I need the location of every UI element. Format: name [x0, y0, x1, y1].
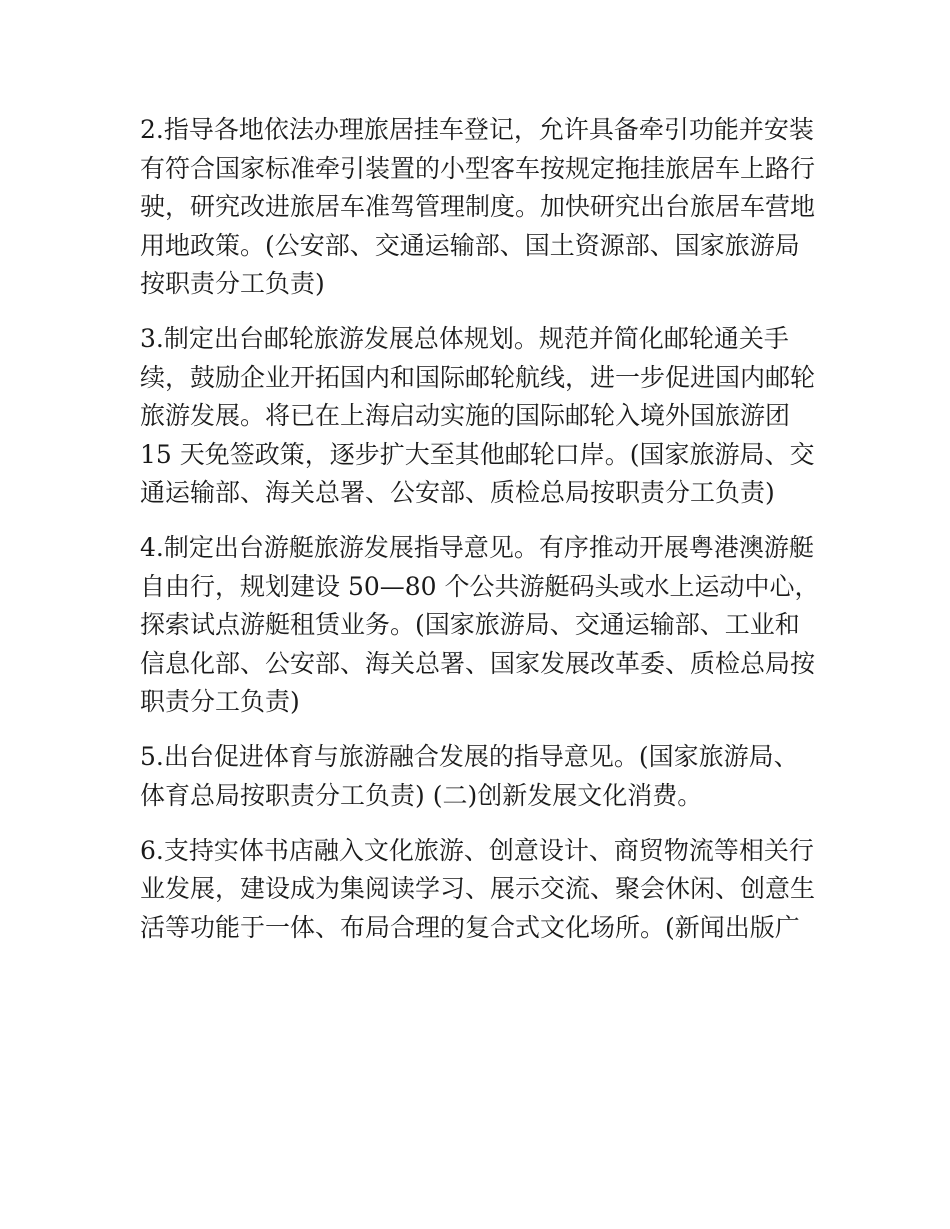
text-line: 职责分工负责) [140, 687, 300, 716]
text-line: 活等功能于一体、布局合理的复合式文化场所。(新闻出版广 [140, 912, 800, 942]
paragraph-item-4 [140, 529, 820, 722]
text-line: 驶，研究改进旅居车准驾管理制度。加快研究出台旅居车营地 [140, 192, 816, 221]
paragraph-item-6 [140, 832, 820, 948]
paragraph-item-3 [140, 320, 820, 513]
text-line: 信息化部、公安部、海关总署、国家发展改革委、质检总局按 [140, 648, 816, 678]
text-line: 2.指导各地依法办理旅居挂车登记，允许具备牵引功能并安装 [140, 115, 814, 144]
text-line: 探索试点游艇租赁业务。(国家旅游局、交通运输部、工业和 [140, 610, 800, 639]
text-line: 15 天免签政策，逐步扩大至其他邮轮口岸。(国家旅游局、交 [140, 439, 815, 469]
text-line: 旅游发展。将已在上海启动实施的国际邮轮入境外国旅游团 [140, 401, 791, 430]
paragraph-item-5 [140, 738, 820, 815]
text-line: 按职责分工负责) [140, 269, 325, 298]
text-line: 自由行，规划建设 50—80 个公共游艇码头或水上运动中心， [140, 571, 820, 601]
text-line: 3.制定出台邮轮旅游发展总体规划。规范并简化邮轮通关手 [140, 324, 789, 353]
text-line: 用地政策。(公安部、交通运输部、国土资源部、国家旅游局 [140, 230, 800, 260]
text-line: 5.出台促进体育与旅游融合发展的指导意见。(国家旅游局、 [140, 742, 799, 771]
document-body [140, 111, 820, 964]
paragraph-item-2 [140, 111, 820, 304]
text-line: 续，鼓励企业开拓国内和国际邮轮航线，进一步促进国内邮轮 [140, 362, 816, 392]
text-line: 有符合国家标准牵引装置的小型客车按规定拖挂旅居车上路行 [140, 153, 816, 183]
text-line: 业发展，建设成为集阅读学习、展示交流、聚会休闲、创意生 [140, 874, 816, 903]
text-line: 4.制定出台游艇旅游发展指导意见。有序推动开展粤港澳游艇 [140, 533, 814, 562]
text-line: 通运输部、海关总署、公安部、质检总局按职责分工负责) [140, 478, 775, 507]
text-line: 体育总局按职责分工负责) (二)创新发展文化消费。 [140, 780, 703, 810]
text-line: 6.支持实体书店融入文化旅游、创意设计、商贸物流等相关行 [140, 835, 814, 865]
